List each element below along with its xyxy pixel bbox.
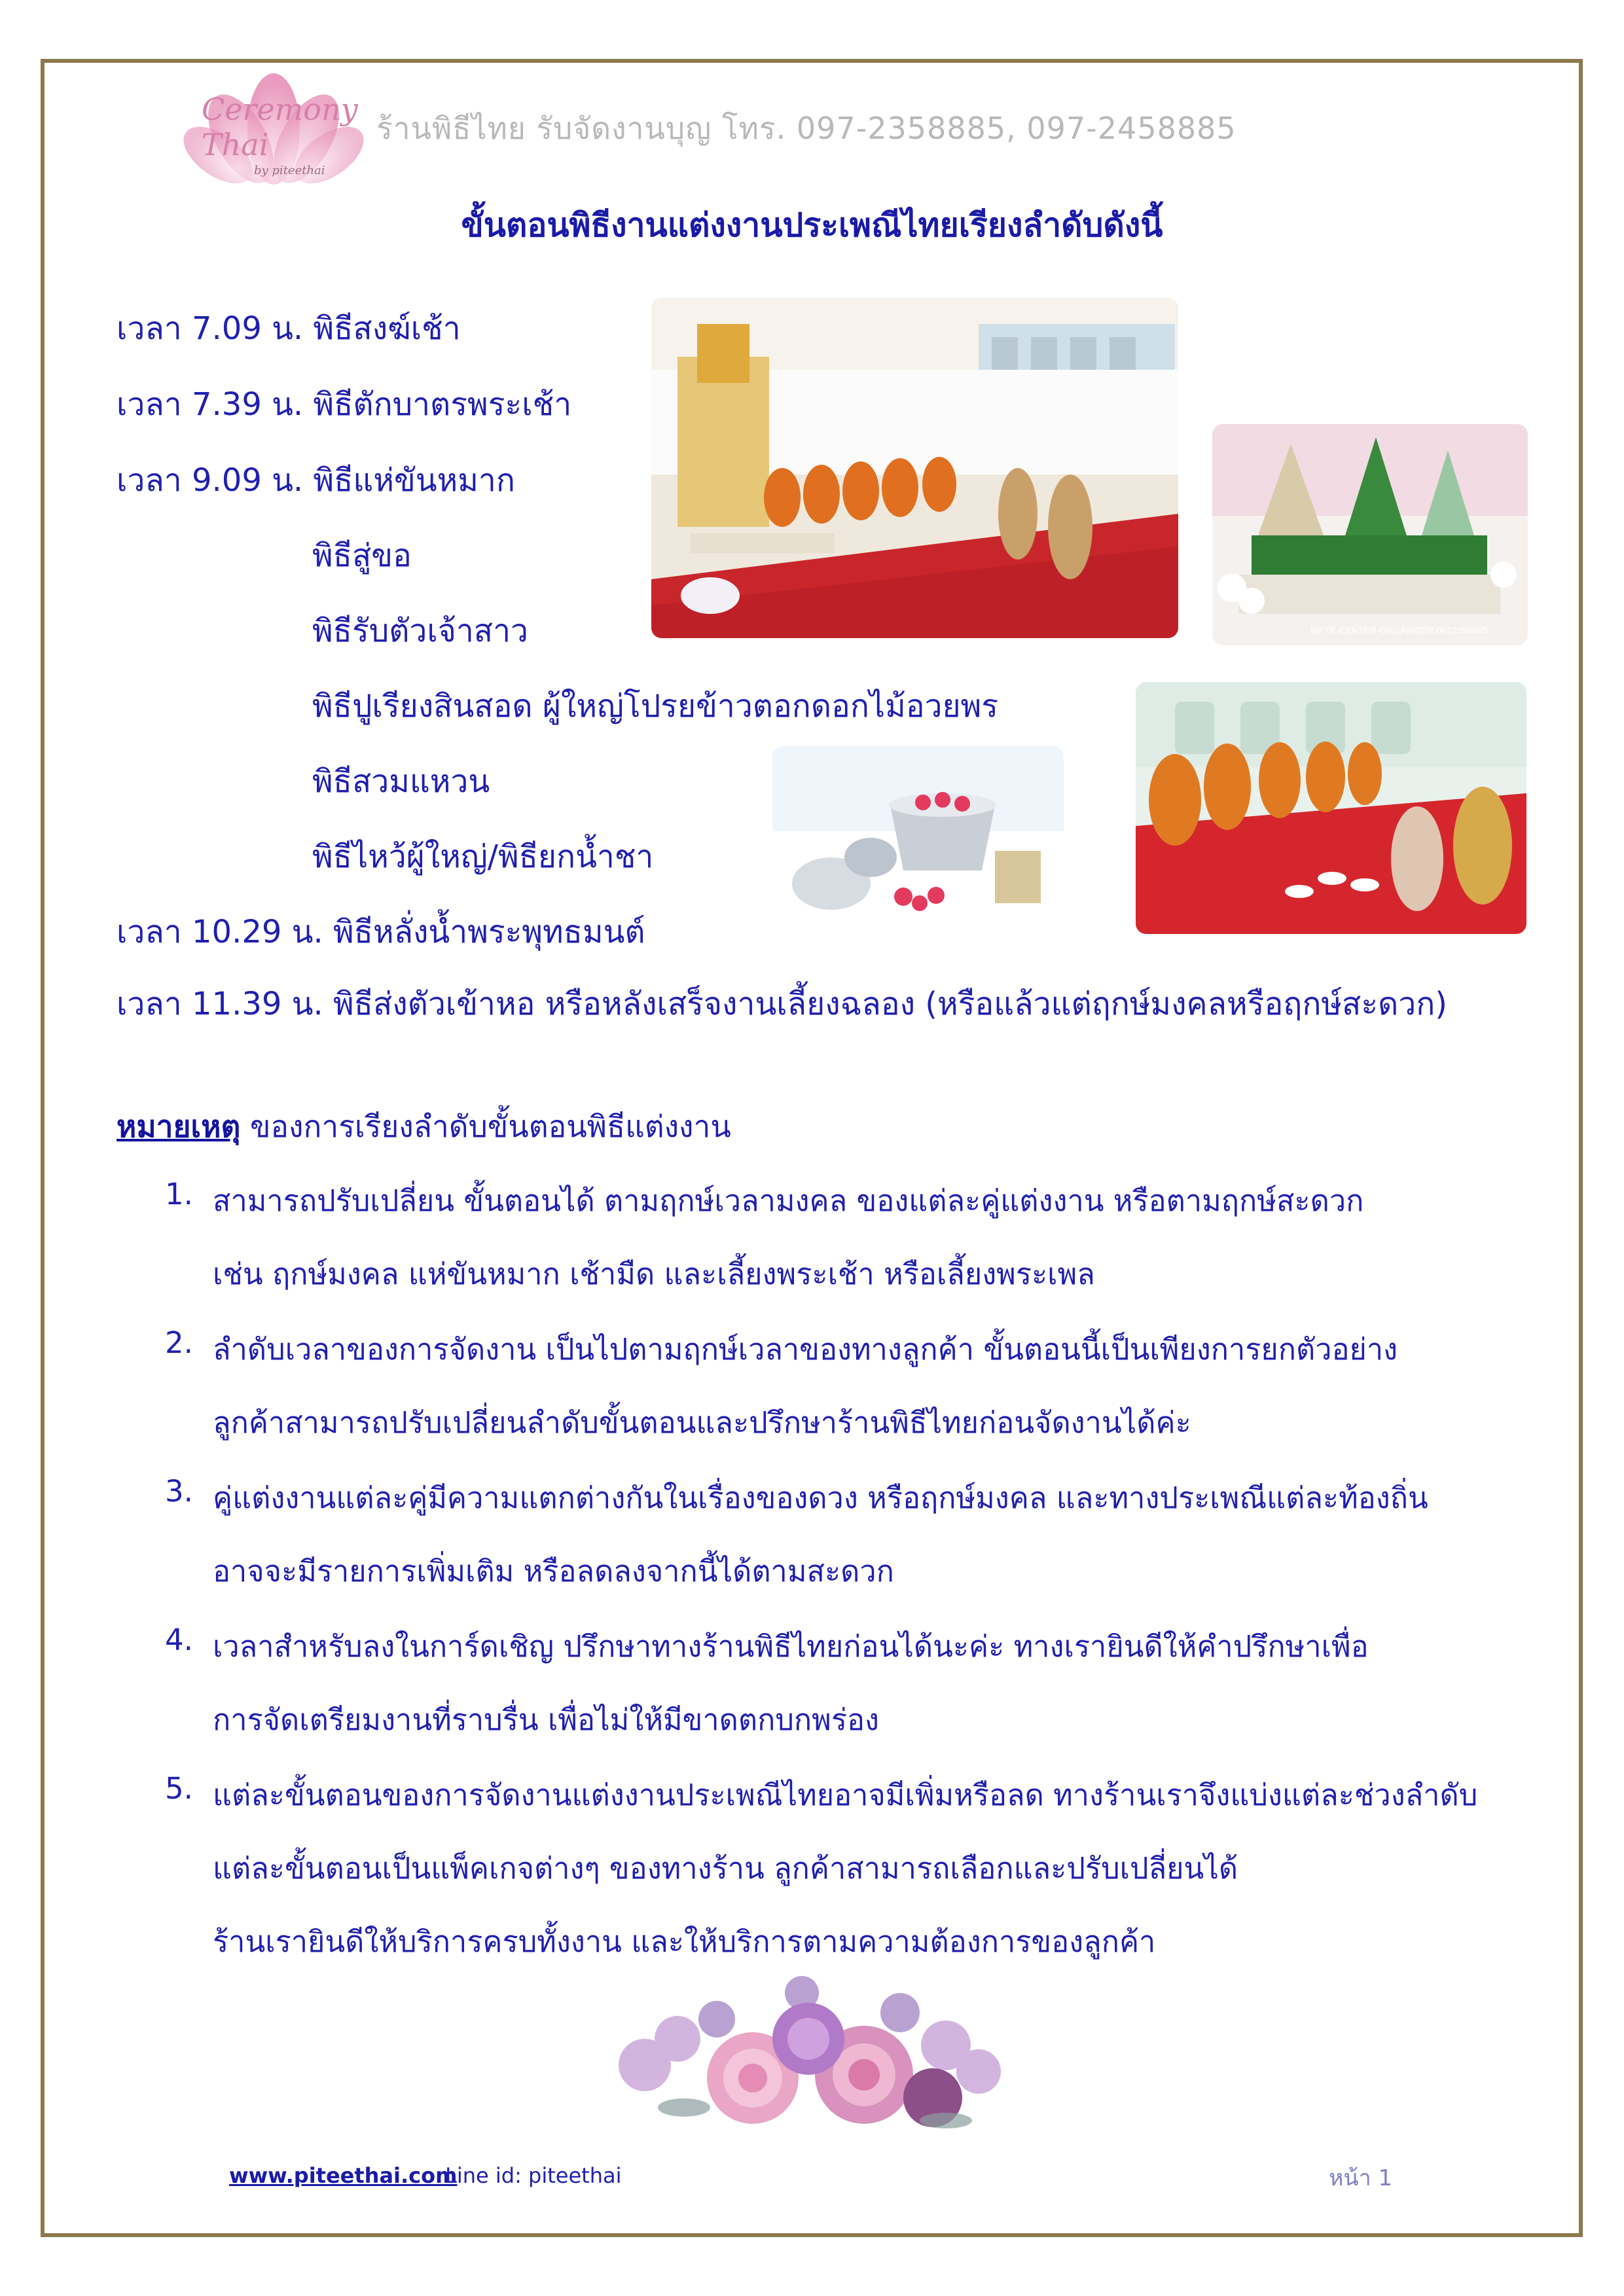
note-line: การจัดเตรียมงานที่ราบรื่น เพื่อไม่ให้มีขาดตกบกพร่อง — [213, 1702, 880, 1737]
note-line: แต่ละขั้นตอนของการจัดงานแต่งงานประเพณีไทยอาจมีเพิ่มหรือลด ทางร้านเราจึงแบ่งแต่ละช่วงลำดับ — [213, 1778, 1478, 1812]
schedule-event: พิธีสงฆ์เช้า — [313, 310, 461, 347]
schedule-event: พิธีหลั่งน้ำพระพุทธมนต์ — [333, 914, 645, 950]
logo-subtext: by piteethai — [254, 164, 325, 177]
schedule-time: เวลา 10.29 น. — [117, 914, 323, 950]
schedule-time: เวลา 7.39 น. — [117, 386, 304, 423]
note-line: อาจจะมีรายการเพิ่มเติม หรือลดลงจากนี้ได้ตามสะดวก — [213, 1554, 894, 1588]
note-line: เช่น ฤกษ์มงคล แห่ขันหมาก เช้ามืด และเลี้ยงพระเช้า หรือเลี้ยงพระเพล — [213, 1257, 1095, 1291]
note-line: แต่ละขั้นตอนเป็นแพ็คเกจต่างๆ ของทางร้าน ลูกค้าสามารถเลือกและปรับเปลี่ยนได้ — [213, 1851, 1238, 1886]
lotus-logo — [175, 60, 372, 191]
schedule-time: เวลา 11.39 น. — [117, 986, 323, 1022]
note-intro: ของการเรียงลำดับขั้นตอนพิธีแต่งงาน — [249, 1109, 731, 1144]
photo-caption: BY TK CENTER ORGANIZER 0972358885 — [1310, 625, 1488, 636]
note-number: 4. — [165, 1623, 193, 1657]
schedule-item — [117, 988, 1447, 1020]
shop-contact-header: ร้านพิธีไทย รับจัดงานบุญ โทร. 097-2358885, 097-2458885 — [376, 111, 1236, 146]
note-line: ลูกค้าสามารถปรับเปลี่ยนลำดับขั้นตอนและปรึกษาร้านพิธีไทยก่อนจัดงานได้ค่ะ — [213, 1405, 1191, 1440]
page-number: หน้า 1 — [1329, 2165, 1393, 2191]
website-link[interactable]: www.piteethai.com — [229, 2163, 458, 2188]
schedule-item — [117, 916, 645, 948]
note-number: 1. — [165, 1177, 193, 1211]
note-line: ลำดับเวลาของการจัดงาน เป็นไปตามฤกษ์เวลาของทางลูกค้า ขั้นตอนนี้เป็นเพียงการยกตัวอย่าง — [213, 1332, 1398, 1367]
sub-event: พิธีสวมแหวน — [312, 763, 490, 800]
flower-icon — [605, 1967, 1011, 2130]
schedule-time: เวลา 7.09 น. — [117, 310, 304, 347]
schedule-item — [117, 462, 515, 499]
khan-maak-offering-photo — [1212, 424, 1528, 645]
page-title: ขั้นตอนพิธีงานแต่งงานประเพณีไทยเรียงลำดับดังนี้ — [461, 206, 1163, 244]
flower-decoration — [605, 1967, 1011, 2130]
schedule-item — [117, 310, 461, 347]
note-number: 3. — [165, 1474, 193, 1509]
note-line: สามารถปรับเปลี่ยน ขั้นตอนได้ ตามฤกษ์เวลามงคล ของแต่ละคู่แต่งงาน หรือตามฤกษ์สะดวก — [213, 1183, 1364, 1218]
note-number: 5. — [165, 1771, 193, 1806]
schedule-event: พิธีแห่ขันหมาก — [313, 462, 515, 499]
line-id: Line id: piteethai — [445, 2163, 622, 2188]
schedule-event: พิธีส่งตัวเข้าหอ หรือหลังเสร็จงานเลี้ยงฉลอง (หรือแล้วแต่ฤกษ์มงคลหรือฤกษ์สะดวก) — [333, 986, 1448, 1022]
schedule-time: เวลา 9.09 น. — [117, 462, 304, 499]
water-pouring-photo — [1136, 682, 1526, 934]
note-heading — [117, 1103, 731, 1151]
note-label: หมายเหตุ — [117, 1109, 241, 1144]
note-line: คู่แต่งงานแต่ละคู่มีความแตกต่างกันในเรื่องของดวง หรือฤกษ์มงคล และทางประเพณีแต่ละท้องถิ่น — [213, 1480, 1428, 1515]
tea-ceremony-photo — [772, 746, 1064, 939]
schedule-item — [117, 386, 572, 423]
note-number: 2. — [165, 1325, 193, 1360]
monk-ceremony-photo — [651, 298, 1178, 638]
note-line: เวลาสำหรับลงในการ์ดเชิญ ปรึกษาทางร้านพิธีไทยก่อนได้นะค่ะ ทางเรายินดีให้คำปรึกษาเพื่อ — [213, 1629, 1369, 1664]
sub-event: พิธีรับตัวเจ้าสาว — [312, 613, 528, 649]
note-line: ร้านเรายินดีให้บริการครบทั้งงาน และให้บริการตามความต้องการของลูกค้า — [213, 1924, 1156, 1959]
sub-event: พิธีสู่ขอ — [312, 537, 412, 574]
sub-event: พิธีไหว้ผู้ใหญ่/พิธียกน้ำชา — [312, 838, 654, 875]
sub-event: พิธีปูเรียงสินสอด ผู้ใหญ่โปรยข้าวตอกดอกไม้อวยพร — [312, 688, 999, 725]
schedule-event: พิธีตักบาตรพระเช้า — [313, 386, 572, 423]
logo-text: Ceremony Thai — [202, 92, 358, 162]
